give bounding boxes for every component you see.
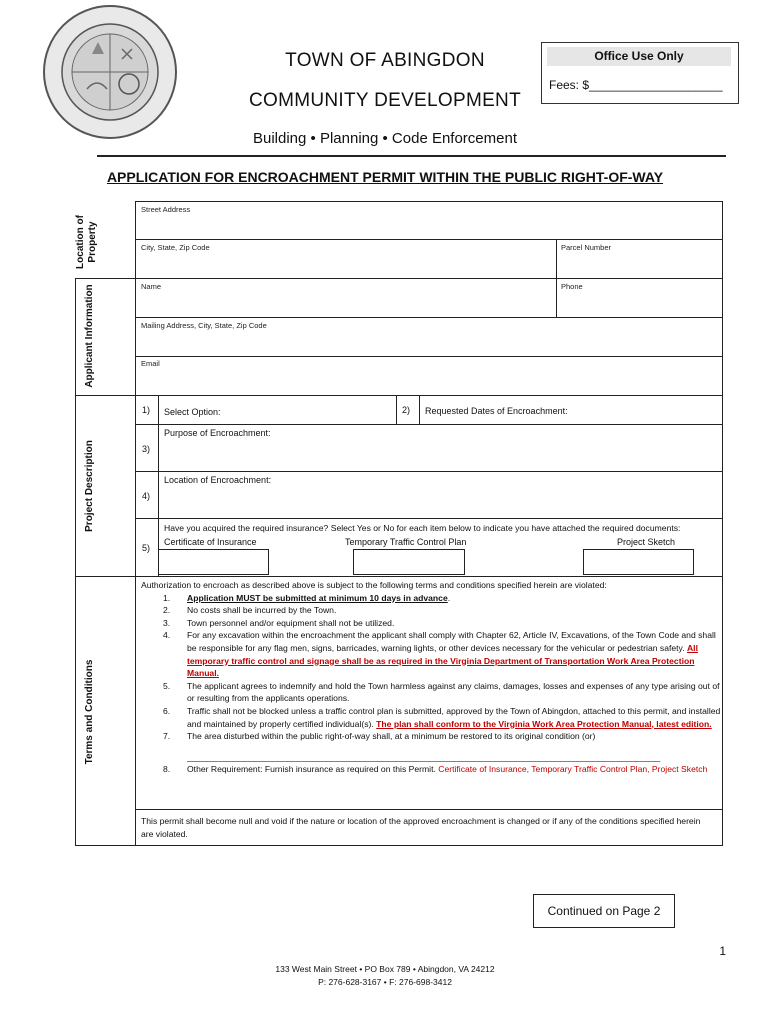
fees-field[interactable]: Fees: $____________________ bbox=[549, 78, 723, 92]
item-3-number: 3) bbox=[142, 444, 151, 454]
sidebar-border bbox=[75, 278, 76, 845]
location-label: Location of Encroachment: bbox=[164, 475, 272, 485]
email-input[interactable] bbox=[137, 369, 721, 391]
city-state-zip-label: City, State, Zip Code bbox=[141, 243, 210, 252]
name-label: Name bbox=[141, 282, 162, 291]
office-use-title: Office Use Only bbox=[547, 47, 731, 66]
doc-certificate-label: Certificate of Insurance bbox=[164, 537, 257, 547]
restoration-line[interactable]: ___________________________________________________________________________________________________ bbox=[187, 751, 661, 762]
mailing-address-input[interactable] bbox=[137, 331, 721, 353]
list-item: 2. No costs shall be incurred by the Town. bbox=[163, 605, 337, 616]
traffic-plan-select[interactable] bbox=[353, 549, 465, 575]
select-option-dropdown[interactable]: Select Option: bbox=[164, 407, 221, 417]
email-label: Email bbox=[141, 359, 160, 368]
location-input[interactable] bbox=[160, 487, 720, 515]
header-rule bbox=[97, 155, 726, 157]
mailing-address-label: Mailing Address, City, State, Zip Code bbox=[141, 321, 267, 330]
terms-intro: Authorization to encroach as described above is subject to the following terms and conditions specified herein are violated: bbox=[141, 580, 607, 590]
purpose-input[interactable] bbox=[160, 440, 720, 468]
form-title: APPLICATION FOR ENCROACHMENT PERMIT WITHIN THE PUBLIC RIGHT-OF-WAY bbox=[106, 169, 664, 185]
parcel-number-input[interactable] bbox=[558, 253, 720, 275]
form-left-border bbox=[135, 201, 136, 845]
item-4-number: 4) bbox=[142, 491, 151, 501]
phone-label: Phone bbox=[561, 282, 583, 291]
sketch-select[interactable] bbox=[583, 549, 694, 575]
form-right-border bbox=[722, 201, 723, 845]
street-address-input[interactable] bbox=[137, 215, 721, 237]
list-item: 4. For any excavation within the encroachment the applicant shall comply with Chapter 62, Article IV, Excavations, of the Town Code and shall be responsible for any flag men, signs, barricades, warning lights, or other devices necessary for the vehicular or pedestrian safety. All temporary traffic control and signage shall be as required in the Virginia Department of Transportation Work Area Protection Manual. bbox=[163, 630, 716, 679]
section-terms: Terms and Conditions bbox=[84, 659, 95, 765]
list-item: 8. Other Requirement: Furnish insurance as required on this Permit. Certificate of Insurance, Temporary Traffic Control Plan, Project Sketch bbox=[163, 764, 708, 775]
list-item: 3. Town personnel and/or equipment shall not be utilized. bbox=[163, 617, 395, 628]
parcel-number-label: Parcel Number bbox=[561, 243, 612, 252]
subtitle: Building • Planning • Code Enforcement bbox=[253, 130, 517, 147]
city-state-zip-input[interactable] bbox=[137, 253, 554, 275]
section-location: Location of Property bbox=[75, 215, 98, 269]
list-item: 6. Traffic shall not be blocked unless a traffic control plan is submitted, approved by the Town of Abingdon, attached to this permit, and installed and maintained by properly certified individual(s). The plan shall conform to the Virginia Work Area Protection Manual, latest edition. bbox=[163, 705, 721, 729]
town-name: TOWN OF ABINGDON bbox=[285, 50, 485, 71]
town-seal bbox=[42, 4, 178, 140]
requested-dates-field[interactable]: Requested Dates of Encroachment: bbox=[425, 406, 568, 416]
item-5-number: 5) bbox=[142, 543, 151, 553]
name-input[interactable] bbox=[137, 292, 554, 314]
terms-list bbox=[141, 579, 721, 776]
list-item: 5. The applicant agrees to indemnify and hold the Town harmless against any claims, damages, losses and expenses of any type arising out of or resulting from the applicants operations. bbox=[163, 680, 720, 704]
department-name: COMMUNITY DEVELOPMENT bbox=[249, 90, 521, 111]
doc-sketch-label: Project Sketch bbox=[617, 537, 676, 547]
section-project: Project Description bbox=[84, 440, 95, 532]
list-item: 1. Application MUST be submitted at minimum 10 days in advance. bbox=[163, 592, 451, 603]
certificate-select[interactable] bbox=[158, 549, 269, 575]
footer-address: 133 West Main Street • PO Box 789 • Abingdon, VA 24212 bbox=[275, 964, 495, 974]
insurance-question: Have you acquired the required insurance? Select Yes or No for each item below to indicate you have attached the required documents: bbox=[164, 523, 681, 533]
footer-contact: P: 276-628-3167 • F: 276-698-3412 bbox=[318, 977, 452, 987]
closing-statement: This permit shall become null and void if the nature or location of the approved encroachment is changed or if any of the conditions specified herein are violated. bbox=[141, 816, 701, 839]
page-number: 1 bbox=[719, 944, 726, 958]
section-applicant: Applicant Information bbox=[84, 284, 95, 388]
phone-input[interactable] bbox=[558, 292, 720, 314]
continued-box: Continued on Page 2 bbox=[533, 894, 675, 928]
purpose-label: Purpose of Encroachment: bbox=[164, 428, 271, 438]
list-item: 7. The area disturbed within the public right-of-way shall, at a minimum be restored to its original condition (or) bbox=[163, 731, 596, 742]
item-1-number: 1) bbox=[142, 405, 151, 415]
doc-traffic-label: Temporary Traffic Control Plan bbox=[345, 537, 467, 547]
item-2-number: 2) bbox=[402, 405, 411, 415]
street-address-label: Street Address bbox=[141, 205, 191, 214]
